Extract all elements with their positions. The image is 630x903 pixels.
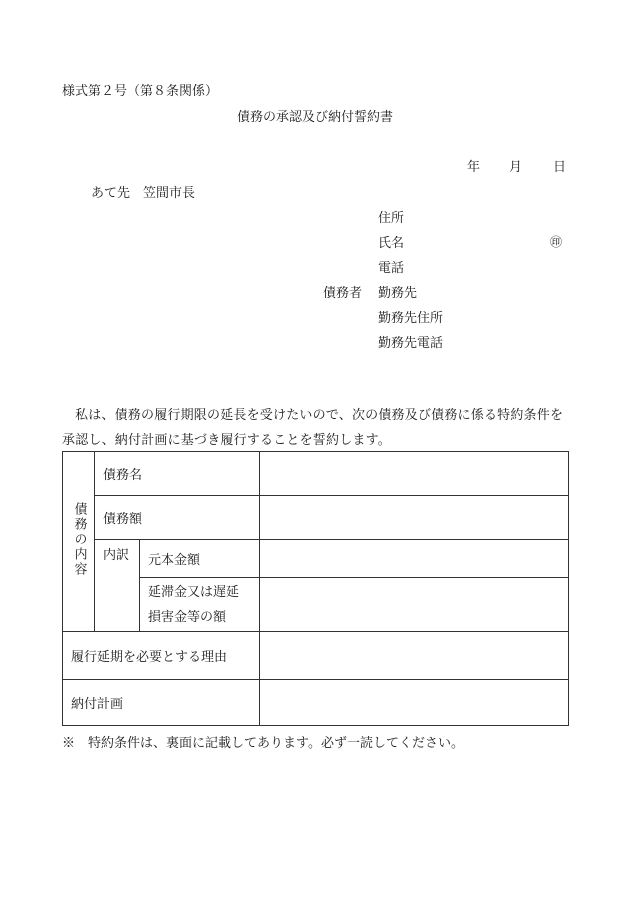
- addressee: あて先 笠間市長: [91, 186, 196, 201]
- payment-plan-field[interactable]: [260, 680, 569, 726]
- payment-plan-label: 納付計画: [63, 680, 260, 726]
- debtor-name-label: 氏名: [378, 236, 405, 251]
- breakdown-label: 内訳: [95, 540, 140, 632]
- seal-mark: ㊞: [550, 235, 563, 249]
- debtor-address-label: 住所: [378, 211, 405, 226]
- extension-reason-label: 履行延期を必要とする理由: [63, 632, 260, 680]
- footnote: ※ 特約条件は、裏面に記載してあります。必ず一読してください。: [62, 736, 464, 751]
- debt-table: [62, 451, 569, 726]
- form-number: 様式第２号（第８条関係）: [62, 84, 219, 99]
- pledge-paragraph: 私は、債務の履行期限の延長を受けたいので、次の債務及び債務に係る特約条件を承認し、納付計画に基づき履行することを誓約します。: [62, 408, 564, 448]
- debt-amount-field[interactable]: [260, 496, 569, 540]
- workplace-phone-label: 勤務先電話: [378, 336, 444, 351]
- late-fee-field[interactable]: [260, 578, 569, 632]
- document-title: 債務の承認及び納付誓約書: [236, 110, 393, 125]
- debt-contents-label: 債務の内容: [63, 452, 95, 632]
- late-fee-label: 延滞金又は遅延 損害金等の額: [140, 578, 260, 632]
- workplace-address-label: 勤務先住所: [378, 311, 444, 326]
- extension-reason-field[interactable]: [260, 632, 569, 680]
- workplace-label: 勤務先: [378, 286, 418, 301]
- debtor-phone-label: 電話: [378, 261, 405, 276]
- debt-amount-label: 債務額: [95, 496, 260, 540]
- principal-label: 元本金額: [140, 540, 260, 578]
- debtor-label: 債務者: [323, 286, 363, 301]
- debt-name-field[interactable]: [260, 452, 569, 496]
- date-year-label: 年: [467, 160, 481, 175]
- date-month-label: 月: [509, 160, 523, 175]
- date-day-label: 日: [553, 160, 567, 175]
- debt-name-label: 債務名: [95, 452, 260, 496]
- principal-field[interactable]: [260, 540, 569, 578]
